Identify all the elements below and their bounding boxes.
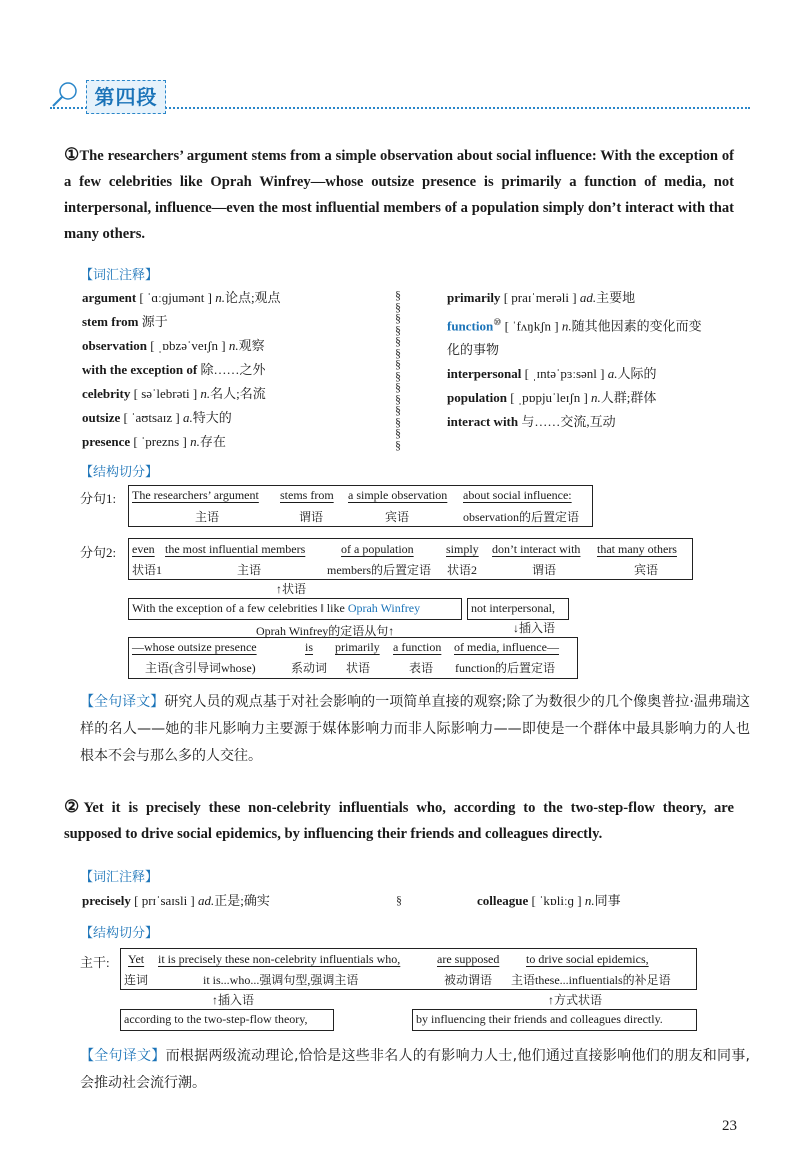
segment: the most influential members [165,542,306,556]
segment: a function [393,640,442,654]
segment: it is precisely these non-celebrity influentials who, [158,952,401,966]
segment: is [305,640,314,654]
gloss: function的后置定语 [455,661,555,675]
translation-1: 【全句译文】研究人员的观点基于对社会影响的一项简单直接的观察;除了为数很少的几个像奥普拉·温弗瑞这样的名人——她的非凡影响力主要源于媒体影响力而非人际影响力——即使是一个群体中最具影响力的人也根本不会与那么多的人交往。 [80,694,750,764]
segment: are supposed [437,952,500,966]
arrow-label: ↑方式状语 [548,993,603,1007]
gloss: 主语 [237,563,262,577]
main-label: 主干: [80,955,110,970]
gloss: 主语 [195,510,220,524]
vocab-item: argument [ ˈɑːɡjumənt ] n.论点;观点 [82,290,281,305]
exception-text: With the exception of a few celebrities ‖ like Oprah Winfrey [132,601,421,615]
wavy-separator: § § § § § § § § § § § § § § [395,288,401,452]
segment: simply [446,542,479,556]
insert-text: not interpersonal, [471,601,555,615]
vocab-item: 化的事物 [447,342,500,358]
arrow-label: ↑插入语 [212,993,255,1007]
gloss: 主语(含引导词whose) [145,661,256,675]
vocab-item: presence [ ˈprezns ] n.存在 [82,434,226,449]
segment: even [132,542,155,556]
gloss: observation的后置定语 [463,510,579,524]
sentence-2 [64,794,734,847]
box-text: according to the two-step-flow theory, [124,1012,308,1026]
vocab-item: interpersonal [ ˌɪntəˈpɜːsənl ] a.人际的 [447,366,657,382]
vocab-item: primarily [ praɪˈmerəli ] ad.主要地 [447,290,636,305]
sentence-1 [64,142,734,247]
gloss: 主语these...influentials的补足语 [511,973,671,987]
translation-2: 【全句译文】而根据两级流动理论,恰恰是这些非名人的有影响力人士,他们通过直接影响他们的朋友和同事,会推动社会流行潮。 [80,1048,751,1091]
vocab-tag: 【词汇注释】 [80,870,159,885]
sentence-text: Yet it is precisely these non-celebrity influentials who, according to the two-step-flow theory, are supposed to drive social epidemics, by influencing their friends and colleagues directly. [64,800,734,842]
vocab-item: function⑩ [ ˈfʌŋkʃn ] n.随其他因素的变化而变 [447,317,702,334]
gloss: 宾语 [385,510,410,524]
segment: of media, influence— [454,640,559,654]
box-text: by influencing their friends and colleagues directly. [416,1012,663,1026]
segment: The researchers’ argument [132,488,259,502]
segment: to drive social epidemics, [526,952,649,966]
gloss: 谓语 [299,510,324,524]
gloss: 表语 [409,661,434,675]
vocab-tag: 【词汇注释】 [80,268,159,283]
gloss: 状语 [346,661,371,675]
vocab-list-left [82,286,382,454]
arrow-label: ↑状语 [276,582,307,596]
vocab-item: precisely [ prɪˈsaɪsli ] ad.正是;确实 [82,893,270,908]
wavy-separator: § [396,893,402,907]
gloss: 状语1 [132,563,163,577]
gloss: it is...who...强调句型,强调主语 [203,973,359,987]
page-number: 23 [722,1118,737,1134]
gloss: 宾语 [634,563,659,577]
gloss: 状语2 [447,563,478,577]
sentence-number: ① [64,145,80,164]
vocab-item: outsize [ ˈaʊtsaɪz ] a.特大的 [82,410,232,425]
segment: primarily [335,640,380,654]
gloss: members的后置定语 [327,563,431,577]
segment: a simple observation [348,488,448,502]
vocab-item: population [ ˌpɒpjuˈleɪʃn ] n.人群;群体 [447,390,657,406]
vocab-item: interact with 与……交流,互动 [447,414,616,430]
structure-tag: 【结构切分】 [80,926,159,941]
clause1-label: 分句1: [80,491,117,506]
segment: stems from [280,488,334,502]
arrow-label: ↓插入语 [513,621,556,635]
gloss: 系动词 [291,661,328,675]
vocab-item: colleague [ ˈkɒliːɡ ] n.同事 [477,893,621,908]
segment: about social influence: [463,488,572,502]
segment: of a population [341,542,414,556]
segment: —whose outsize presence [132,640,257,654]
segment: that many others [597,542,677,556]
segment: don’t interact with [492,542,581,556]
vocab-item: celebrity [ səˈlebrəti ] n.名人;名流 [82,386,266,401]
sentence-text: The researchers’ argument stems from a simple observation about social influence: With the exception of a few celebrities like Oprah Winfrey—whose outsize presence is primarily a function of media, not interpersonal, influence—even the most influential members of a population simply don’t interact with that many others. [64,148,734,242]
section-title: 第四段 [86,80,166,114]
vocab-item: with the exception of 除……之外 [82,362,266,377]
structure-tag: 【结构切分】 [80,465,159,480]
sentence-number: ② [64,797,84,816]
segment: Yet [128,952,145,966]
magnifier-icon [50,80,80,110]
arrow-label: Oprah Winfrey的定语从句↑ [256,624,395,638]
gloss: 被动谓语 [444,973,493,987]
clause2-label: 分句2: [80,545,117,560]
gloss: 谓语 [532,563,557,577]
vocab-item: observation [ ˌɒbzəˈveɪʃn ] n.观察 [82,338,265,353]
vocab-list-right [447,286,757,434]
gloss: 连词 [124,973,149,987]
vocab-item: stem from 源于 [82,314,168,329]
